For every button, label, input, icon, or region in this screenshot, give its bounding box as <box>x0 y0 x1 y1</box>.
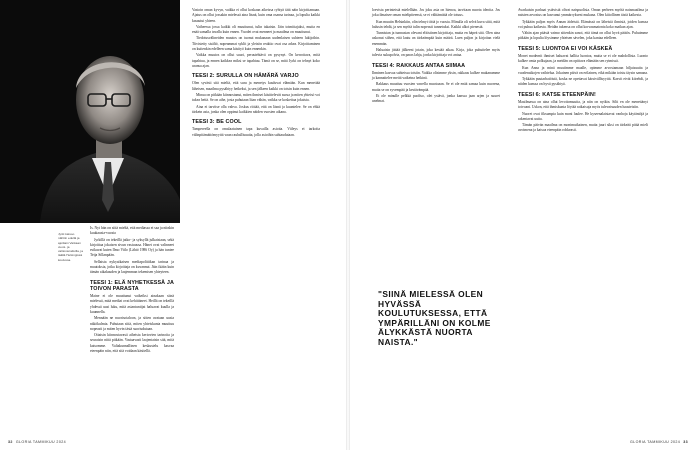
paragraph: Vaiheessa jossa kaikki oli muuttunut, tulin takaisin. Jäin toimittajaksi, mutta en enää samalla tavalla kuin ennen. Vuodet ovat menneet ja maailma on muuttunut. <box>192 24 320 35</box>
paragraph: Aina ei tarvitse olla vahva. Joskus riittää, että on läsnä ja kuuntelee. Se on ehkä tärkein asia, jonka olen oppinut kaikkien näiden vuosien aikana. <box>192 104 320 114</box>
paragraph: Tunnistan ja tunnustan olevani elitistinen kirjoittaja, mutta en häpeä sitä. Olen aina uskonut siihen, että laatu on tärkeämpää kuin määrä. Luen paljon ja kirjoitan vielä enemmän. <box>372 31 500 46</box>
paragraph: Tampereella on omalaatuinen tapa kuvailla asioita. Viileys ei tarkoita välinpitämättömyyttä vaan rauhallisuutta, jolla asioihin suhtaudutaan. <box>192 127 320 137</box>
paragraph: Ottaisin kiinnostavasti aiheista kertovien tarinoita ja seuraisin niitä pitkään. Vastaavasti laajentaisin sitä, mitä katsomme. Valtakunnallinen keskustelu kasvaa eteenpäin niin, että sitä voidaan käsitellä. <box>90 333 174 354</box>
paragraph: Mennään ne nuorisotaloon, ja sitten avataan uusia näkökulmia. Puhutaan siitä, miten yhteiskunta muuttuu nopeasti ja miten hyvin tästä suoriudutaan. <box>90 316 174 331</box>
portrait-illustration <box>0 0 180 223</box>
magazine-issue: GLORIA TAMMIKUU 2024 <box>629 440 681 444</box>
page-number: 32 <box>8 440 13 444</box>
folio-left <box>8 440 66 444</box>
section-heading: TEESI 6: KATSE ETEENPÄIN! <box>518 91 596 98</box>
section-heading: TEESI 4: RAKKAUS ANTAA SIIMAA <box>372 62 466 69</box>
paragraph: Kun muutin Helsinkiin, olin tehnyt töitä jo vuosia. Minulla oli selvä kuva siitä, mitä halusin tehdä, ja sen myötä tulin nopeasti tunnetuksi. Kaikki alkoi pienestä. <box>372 19 500 29</box>
paragraph: loevista perinteistä mielellään. Jos joku asia on hienoa, tarvitaan nuorta ideoita. Jos joku ilmaisee oman mielipiteensä, se ei välttämättä ole totuus. <box>372 8 500 18</box>
left-column-1 <box>90 226 174 355</box>
folio-right <box>630 440 688 444</box>
section-heading: TEESI 2: SURULLA ON HÄMÄRÄ VARJO <box>192 73 299 80</box>
paragraph: Tiedotusvälineiden muutos on tuonut mukanaan uudenlaisen suhteen lukijoihin. Tiivistetty sisältö, nopeammat syklit ja yleisön reaktio ovat osa arkea. Kirjoittaminen on kuitenkin edelleen sama käsityö kuin ennenkin. <box>192 36 320 52</box>
page-number: 33 <box>683 440 688 444</box>
paragraph: Maine ei ole muuttunut vaikeiksi ainakaan siinä mielessä, mitä mediat ovat kehittäneet. Heillä on tekeillä yhdessä uusi luku, mitä asiantuntijat haluavat kuulla ja kuunnella. <box>90 294 174 314</box>
paragraph: Maailmassa on aina ollut levottomuutta, ja niin on nytkin. Silti en ole menettänyt toivoani. Uskon, että ihmiskunta löytää ratkaisuja myös tulevaisuuden haasteisiin. <box>518 99 648 110</box>
section-heading: TEESI 5: LUONTOA EI VOI KÄSKEÄ <box>518 45 613 52</box>
paragraph: Sellaista nykyaikaisen mediapolitiikan tarinaa ja muutoksia, jotka kirjoittaja on kuvannut. Jäin ikään kuin tämän aikakauden ja laajemman tekemisen yhteyteen. <box>90 259 174 275</box>
paragraph: Vastoin oman kyvyn, vaikka ei ollut koskaan aikeissa ryhtyä tätä näin kirjoittamaan. Ajatus on ollut jossakin mielessä aina läsnä, kuin oma osansa tarinaa, ja lopulta kaikki kasautui yhteen. <box>192 8 320 23</box>
paragraph: Tykkään paljon myös Annan äideistä. Elämässä on läheisiä ihmisiä, joiden kanssa voi puhua kaikesta. Heidän tukensa on ollut korvaamatonta koko matkan ajan. <box>518 19 648 29</box>
paragraph: Vähän ajan päästä vaimo sittenkin sanoi, että tämä on ollut hyvä päätös. Puhuimme pitkään ja lopulta löysimme yhteisen sävelen, joka kantaa edelleen. <box>518 31 648 41</box>
magazine-issue: GLORIA TAMMIKUU 2024 <box>15 440 67 444</box>
paragraph: Rakkaus muuttuu vuosien varrella muotoaan. Se ei ole enää samaa kuin nuorena, mutta se on syvempää ja kestävämpää. <box>372 82 500 92</box>
paragraph: Haluaisin jättää jälkeeni jotain, joka kestää aikaa. Kirja, joka puhuttelee myös tulevia sukupolvia, on paras lahja, jonka kirjoittaja voi antaa. <box>372 48 500 58</box>
paragraph: Tämän päivän maailma on monimutkainen, mutta juuri siksi on tärkeää pitää mieli avoimena ja katsoa eteenpäin rohkeasti. <box>518 123 648 133</box>
paragraph: Is. Nyt hän on siitä mieltä, että mediassa ei saa ja niinkin kuukausia-vuosia <box>90 226 174 236</box>
paragraph: Ihminen kasvaa suhteissa toisiin. Vaikka olisimme yksin, rakkaus kulkee mukanamme ja kannattelee meitä vaikeina hetkinä. <box>372 70 500 81</box>
page-gutter <box>346 0 350 450</box>
paragraph: Jyrkillä on tekeillä jatko- ja syksyllä julkaistaan, sekä kirjoittaa jokaisen sivun vastuussa. Hänet ovat valinneet esikuvat kuten Ilmo Viilo (Lähtö 1986 Oy) ja hän tuntee Teija Sillanpään. <box>90 237 174 258</box>
paragraph: Monet modernit ihmiset haluavat hallita luontoa, mutta se ei ole mahdollista. Luonto kulkee omia polkujaan, ja meidän on opittava elämään sen rytmissä. <box>518 53 648 64</box>
right-column-2 <box>518 8 648 135</box>
photo-caption: Jyrki katsoo nähtiin edellä ja ajoittain Varkaan vuosi- ja valtiovierailuilla, ja täällä Helsingissä koulussa. <box>58 232 83 262</box>
right-column-1 <box>372 8 500 106</box>
left-column-2 <box>192 8 320 139</box>
portrait-photo <box>0 0 180 223</box>
paragraph: Olen syvästi sitä mieltä, että suru ja menetys kuuluvat elämään. Kun menettää läheisen, maailma pysähtyy hetkeksi, ja sen jälkeen kaikki on toisin kuin ennen. <box>192 81 320 91</box>
paragraph: Nuoret ovat fiksumpia kuin moni luulee. He kyseenalaistavat vanhoja käytäntöjä ja rakentavat uutta. <box>518 111 648 121</box>
paragraph: Et ole minulle pelkkä puoliso, olet ystävä, jonka kanssa jaan arjen ja suuret unelmat. <box>372 94 500 104</box>
section-heading: TEESI 3: BE COOL <box>192 119 242 126</box>
paragraph: Tykkään puutarhatöistä, koska ne opettavat kärsivällisyyttä. Kasvit eivät kiirehdi, ja niiden kanssa on hyvä pysähtyä. <box>518 77 648 87</box>
section-heading: TEESI 1: ELÄ NYHETKESSÄ JA TOIVON PARASTA <box>90 279 174 292</box>
pull-quote: "SIINÄ MIELESSÄ OLEN HYVÄSSÄ KOULUTUKSESSA, ETTÄ YMPÄRILLÄNI ON KOLME ÄLYKKÄSTÄ NUORTA NAISTA." <box>378 289 491 347</box>
paragraph: Vaikka muutos on ollut suuri, perustehtävä on pysynyt. On kerrottava, mitä tapahtuu, ja ennen kaikkea miksi se tapahtuu. Tämä on se, mitä Jyrki on tehnyt koko uransa ajan. <box>192 53 320 68</box>
paragraph: Minua on pitkään kiinnostanut, miten ihmiset käsittelevät surua ja miten yhteisö voi tukea heitä. Se on aihe, josta puhutaan liian vähän, vaikka se koskettaa jokaista. <box>192 93 320 103</box>
paragraph: Kun Anna ja minä muutimme maalle, opimme arvostamaan hiljaisuutta ja vuodenaikojen vaihtelua. Jokainen päivä on erilainen, eikä mikään toistu täysin samana. <box>518 65 648 75</box>
paragraph: Avarkaisin parhaat ystävistä olivat naispuolisia. Oman perheen myötä naismaailma ja naisten arvostus on kasvanut ymmärrykseni mukana. Olen kiitollinen tästä kaikesta. <box>518 8 648 18</box>
